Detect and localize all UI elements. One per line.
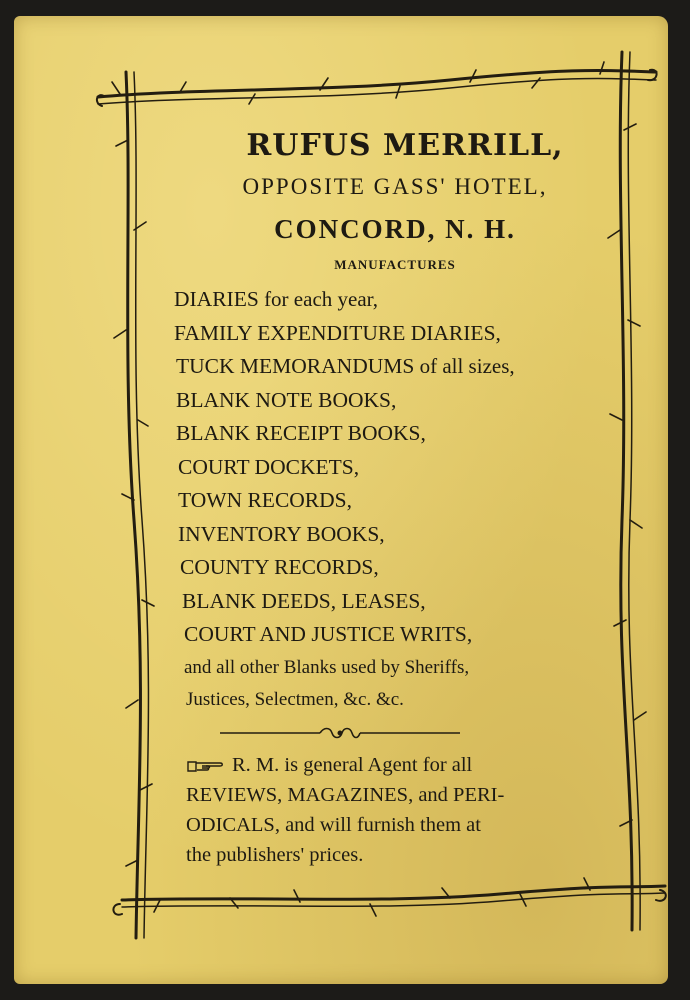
list-item: INVENTORY BOOKS, xyxy=(178,521,385,546)
ornament-divider xyxy=(220,726,460,740)
manufactures-heading: MANUFACTURES xyxy=(334,257,456,272)
agent-line-1: R. M. is general Agent for all xyxy=(160,750,630,780)
card-text xyxy=(160,125,630,885)
agent-notice xyxy=(160,750,630,870)
agent-line-4: the publishers' prices. xyxy=(186,843,364,866)
list-item: TOWN RECORDS, xyxy=(178,488,353,512)
product-list xyxy=(160,283,630,652)
list-item: BLANK NOTE BOOKS, xyxy=(176,387,397,412)
merchant-city: CONCORD, N. H. xyxy=(274,214,516,244)
closing-line-2: Justices, Selectmen, &c. &c. xyxy=(186,688,404,710)
list-item: TUCK MEMORANDUMS of all sizes, xyxy=(176,354,515,378)
list-item: COURT DOCKETS, xyxy=(178,454,360,479)
closing-line-1: and all other Blanks used by Sheriffs, xyxy=(184,656,470,678)
list-item: BLANK DEEDS, LEASES, xyxy=(182,588,426,613)
pointing-hand-icon xyxy=(186,758,226,774)
list-item: FAMILY EXPENDITURE DIARIES, xyxy=(174,320,501,345)
agent-line-2: REVIEWS, MAGAZINES, and PERI- xyxy=(186,783,505,806)
list-item: DIARIES for each year, xyxy=(174,287,379,311)
list-item: BLANK RECEIPT BOOKS, xyxy=(176,421,426,445)
merchant-name: RUFUS MERRILL, xyxy=(246,128,564,163)
list-item: COUNTY RECORDS, xyxy=(180,555,379,579)
list-item: COURT AND JUSTICE WRITS, xyxy=(184,622,473,646)
agent-line-3: ODICALS, and will furnish them at xyxy=(186,813,481,836)
merchant-address: OPPOSITE GASS' HOTEL, xyxy=(242,174,548,199)
